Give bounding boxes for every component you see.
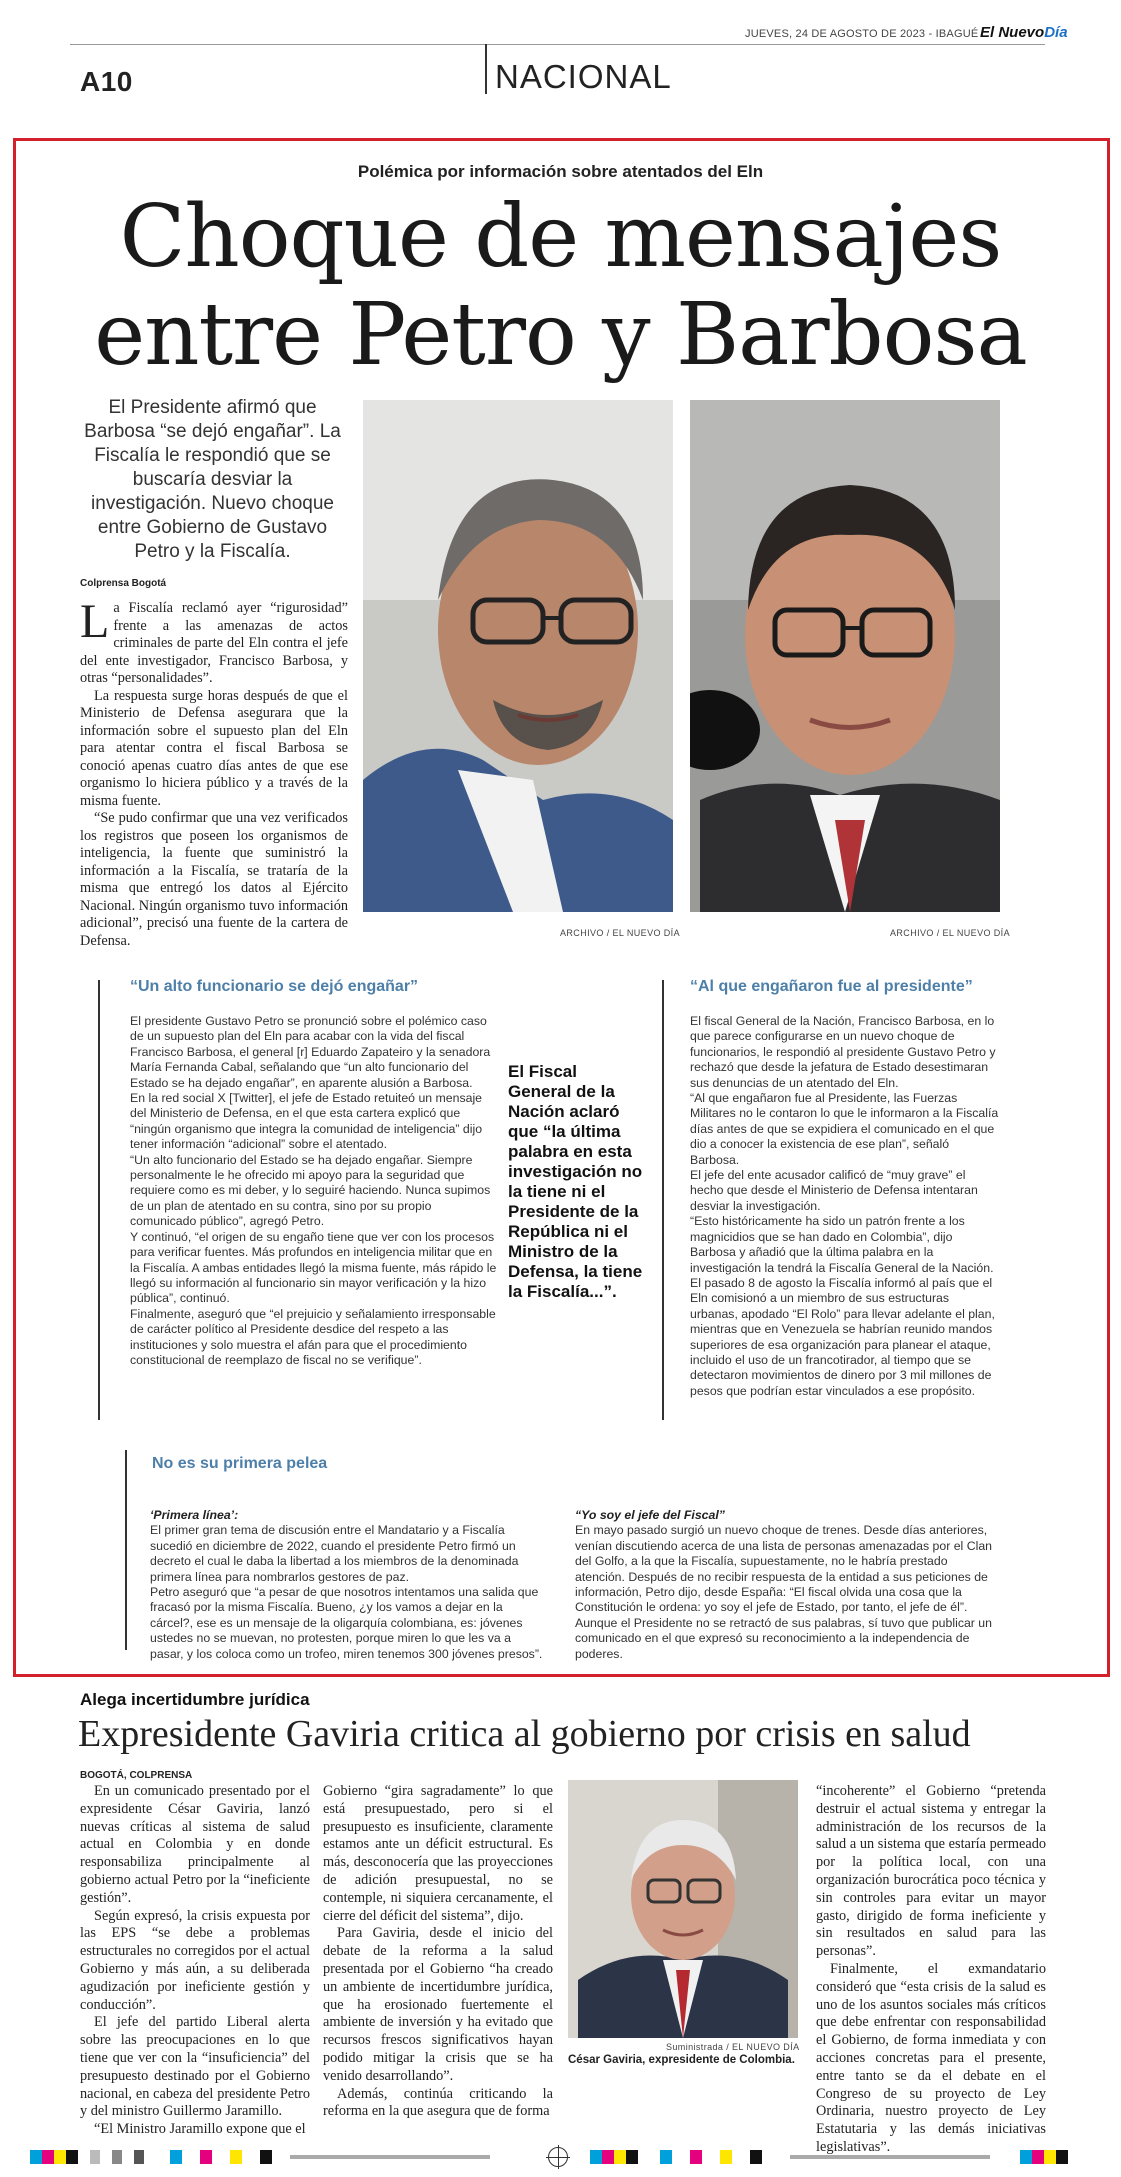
registration-mark-icon [548,2147,568,2167]
section-bracket [125,1450,135,1650]
photo-credit: ARCHIVO / EL NUEVO DÍA [890,928,1010,938]
drop-cap: L [80,595,110,648]
second-kicker: Alega incertidumbre jurídica [80,1690,310,1709]
section-divider [485,44,487,94]
section-body-fiscal: El fiscal General de la Nación, Francisco Barbosa, en lo que parece configurarse en un nuevo choque de funcionarios, le respondió al presidente Gustavo Petro y rechazó que desde la jefatura de Estado desestimaran sus denuncias de un atentado del Eln. “Al que engañaron fue al Presidente, las Fuerzas Militares no le contaron lo que le informaron a la Fiscalía días antes de que se expidiera el comunicado en el que dio a conocer la existencia de ese plan”, señaló Barbosa. El jefe del ente acusador calificó de “muy grave” el hecho que desde el Ministerio de Defensa intentaran desviar la investigación. “Esto históricamente ha sido un patrón frente a los magnicidios que se han dado en Colombia”, dijo Barbosa y añadió que la última palabra en la investigación la tendrá la Fiscalía General de la Nación. El pasado 8 de agosto la Fiscalía informó al país que el Eln comisionó a un miembro de sus estructuras urbanas, apodado “El Rolo” para llevar adelante el plan, mientras que en Venezuela se habrían reunido mandos superiores de esa organización para planear el ataque, incluido el uso de un francotirador, al tiempo que se detectaron movimientos de dinero por 3 mil millones de pesos que podrían estar vinculados a ese propósito. [690,1014,999,1398]
photo-credit: ARCHIVO / EL NUEVO DÍA [560,928,680,938]
newspaper-logo: El NuevoDía [980,24,1068,41]
edition-date: JUEVES, 24 DE AGOSTO DE 2023 - IBAGUÉ [745,28,979,40]
section-heading-petro: “Un alto funcionario se dejó engañar” [130,978,419,995]
second-body-column-1: En un comunicado presentado por el expresidente César Gaviria, lanzó nuevas críticas al sistema de salud actual en Colombia y en donde responsabiliza principalmente al gobierno actual Petro por la “ineficiente gestión”. Según expresó, la crisis expuesta por las EPS “se debe a problemas estructurales no corregidos por el actual Gobierno y más aún, a su deliberada agudización por ineficiente gestión y conducción”. El jefe del partido Liberal alerta sobre las preocupaciones en lo que tiene que ver con la “insuficiencia” del presupuesto destinado por el Gobierno nacional, en cabeza del presidente Petro y del ministro Guillermo Jaramillo. “El Ministro Jaramillo expone que el [80,1783,310,2138]
first-fight-column-a: ‘Primera línea’: El primer gran tema de discusión entre el Mandatario y a Fiscalía sucedió en diciembre de 2022, cuando el presidente Petro firmó un decreto el cual le daba la libertad a los miembros de la denominada primera línea para nombrarlos gestores de paz. Petro aseguró que “a pesar de que nosotros intentamos una salida que fracasó por la misma Fiscalía. Bueno, ¿y los vamos a dejar en la cárcel?, ese es un mensaje de la oligarquía colombiana, es: jóvenes ustedes no se muevan, no protesten, porque miren lo que les va a pasar, y los coloca como un trofeo, miren tenemos 300 jóvenes presos”. [150,1508,543,1661]
main-headline: Choque de mensajes entre Petro y Barbosa [94,187,1027,385]
second-byline: BOGOTÁ, COLPRENSA [80,1770,193,1781]
section-heading-fiscal: “Al que engañaron fue al presidente” [690,978,973,995]
section-name: NACIONAL [495,58,672,95]
second-headline: Expresidente Gaviria critica al gobierno por crisis en salud [78,1713,971,1755]
section-bracket [662,980,672,1420]
main-body-column: La Fiscalía reclamó ayer “rigurosidad” frente a las amenazas de actos criminales de parte del Eln contra el jefe del ente investigador, Francisco Barbosa, y otras “personalidades”. La respuesta surge horas después de que el Ministerio de Defensa asegurara que la información sobre el supuesto plan del Eln para atentar contra el fiscal Barbosa se conoció apenas cuatro días antes de que ese organismo lo hiciera público y a través de la misma fuente. “Se pudo confirmar que una vez verificados los registros que poseen los organismos de inteligencia, la fuente que suministró la información a la Fiscalía, se trataría de la misma que entregó los datos al Ejército Nacional. Ningún organismo tuvo información adicional”, precisó una fuente de la cartera de Defensa. [80,595,348,949]
header-rule [70,44,1045,45]
section-heading-first-fight: No es su primera pelea [152,1455,328,1472]
section-body-petro: El presidente Gustavo Petro se pronunció sobre el polémico caso de un supuesto plan del Eln para acabar con la vida del fiscal Francisco Barbosa, el general [r] Eduardo Zapateiro y la senadora María Fernanda Cabal, señalando que “un alto funcionario del Estado se ha dejado engañar”, en aparente alusión a Barbosa. En la red social X [Twitter], el jefe de Estado retuiteó un mensaje del Ministerio de Defensa, en el que esta cartera explicó que “ningún organismo que integra la comunidad de inteligencia” dijo tener información “adicional” sobre el atentado. “Un alto funcionario del Estado se ha dejado engañar. Siempre personalmente le he ofrecido mi apoyo para la seguridad que requiere como es mi deber, y lo seguiré haciendo. Nunca supimos de un plan de atentado en su contra, sino por su propio comunicado público”, agregó Petro. Y continuó, “el origen de su engaño tiene que ver con los procesos para verificar fuentes. Más profundos en inteligencia militar que en la Fiscalía. A ambas entidades llegó la misma fuente, más rápido le llegó su información al funcionario sin mayor verificación y la hizo pública”, continuó. Finalmente, aseguró que “el prejuicio y señalamiento irresponsable de carácter político al Presidente desdice del respeto a las instituciones y solo muestra el afán para que el procedimiento constitucional de reemplazo de fiscal no se verifique”. [130,1014,497,1367]
main-lead: El Presidente afirmó que Barbosa “se dejó engañar”. La Fiscalía le respondió que se buscaría desviar la investigación. Nuevo choque entre Gobierno de Gustavo Petro y la Fiscalía. [84,397,341,562]
barbosa-photo [690,400,1000,912]
page-number: A10 [80,66,133,97]
petro-photo [363,400,673,912]
second-body-column-3: “incoherente” el Gobierno “pretenda destruir el actual sistema y entregar la administración de los recursos de la salud a un sistema que estaría permeado por la política local, con una organización burocrática poco técnica y sin controles para evitar un mayor gasto, dirigido de forma ineficiente y sin resultados en salud para las personas”. Finalmente, el exmandatario consideró que “esta crisis de la salud es uno de los asuntos sociales más críticos que debe enfrentar con responsabilidad el Gobierno, de forma inmediata y con acciones concretas para el presente, entre tanto se da el debate en el Congreso de su proyecto de Ley Ordinaria, nuestro proyecto de Ley Estatutaria y las demás iniciativas legislativas”. [816,1783,1046,2155]
pull-quote: El Fiscal General de la Nación aclaró que “la última palabra en esta investigación no la tiene ni el Presidente de la República ni el Ministro de la Defensa, la tiene la Fiscalía...”. [508,1062,643,1301]
gaviria-photo [568,1780,798,2038]
first-fight-column-b: “Yo soy el jefe del Fiscal” En mayo pasado surgió un nuevo choque de trenes. Desde días anteriores, venían discutiendo acerca de una lista de personas amenazadas por el Clan del Golfo, a la que la Fiscalía, supuestamente, no le habría prestado atención. Después de no recibir respuesta de la entidad a sus peticiones de información, Petro dijo, desde España: “El fiscal olvida una cosa que la Constitución le ordena: yo soy el jefe de Estado, por tanto, el jefe de él”. Aunque el Presidente no se retractó de sus palabras, sí tuvo que publicar un comunicado en el que expresó su reconocimiento a la independencia de poderes. [575,1508,992,1661]
section-bracket [98,980,108,1420]
second-body-column-2: Gobierno “gira sagradamente” lo que está presupuestado, pero si el presupuesto es insuficiente, claramente estamos ante un déficit estructural. Es más, desconocería que las proyecciones de adición presupuestal, no se contemple, ni siquiera cercanamente, el cierre del déficit del sistema”, dijo. Para Gaviria, desde el inicio del debate de la reforma a la salud presentada por el Gobierno “ha creado un ambiente de incertidumbre jurídica, que ha erosionado fuertemente el ambiente de inversión y ha evitado que recursos frescos significativos hayan podido mitigar la crisis que se ha venido desarrollando”. Además, continúa criticando la reforma en la que asegura que de forma [323,1783,553,2120]
byline: Colprensa Bogotá [80,578,167,589]
photo-credit: Suministrada / EL NUEVO DÍA [666,2042,800,2052]
photo-caption: César Gaviria, expresidente de Colombia. [568,2054,795,2066]
main-kicker: Polémica por información sobre atentados del Eln [357,162,764,181]
